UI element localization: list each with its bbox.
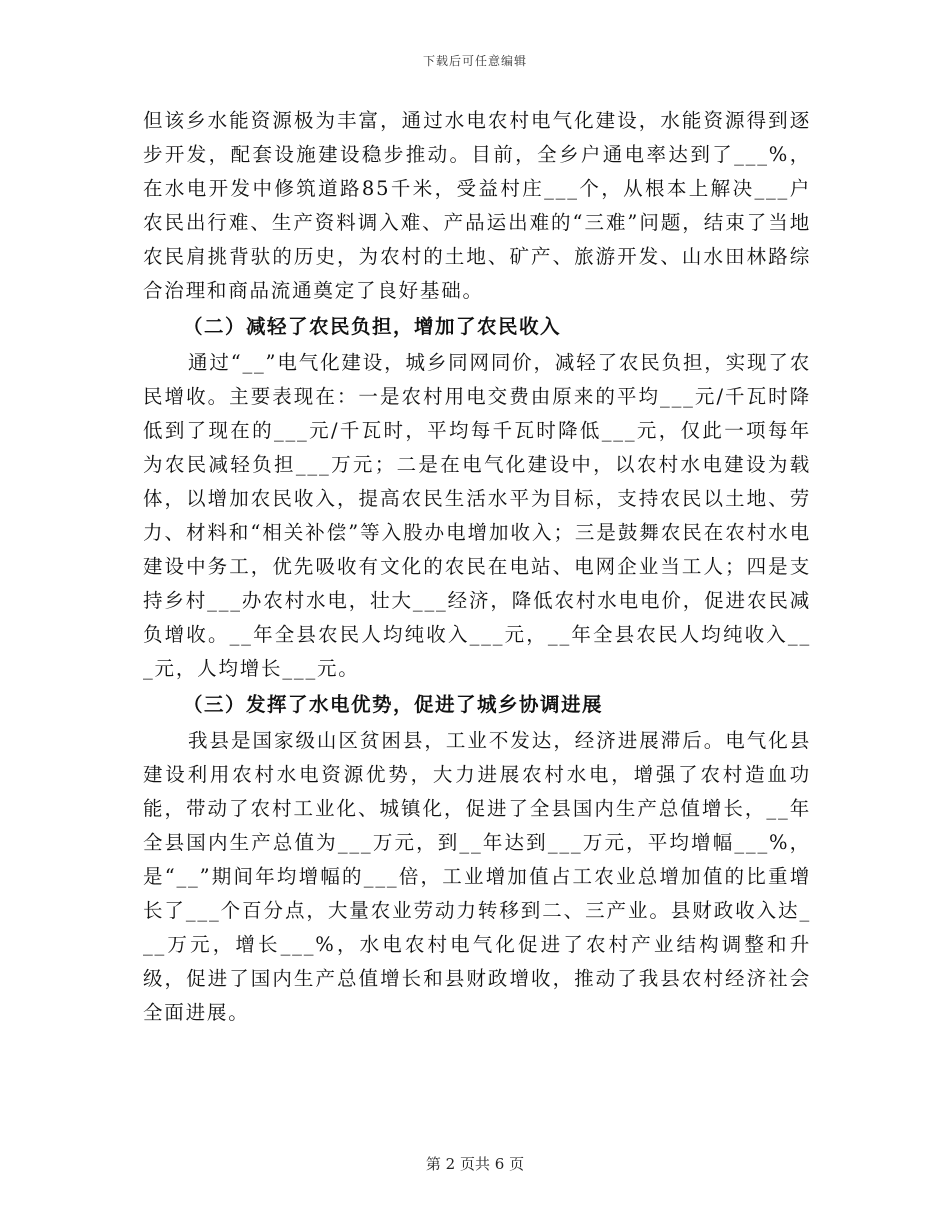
paragraph-farmer-burden: 通过“__”电气化建设，城乡同网同价，减轻了农民负担，实现了农民增收。主要表现在：一是农村用电交费由原来的平均___元/千瓦时降低到了现在的___元/千瓦时，平均每千瓦时降低___元，仅此一项每年为农民减轻负担___万元；二是在电气化建设中，以农村水电建设为载体，以增加农民收入，提高农民生活水平为目标，支持农民以土地、劳力、材料和“相关补偿”等入股办电增加收入；三是鼓舞农民在农村水电建设中务工，优先吸收有文化的农民在电站、电网企业当工人；四是支持乡村___办农村水电，壮大___经济，降低农村水电电价，促进农民减负增收。__年全县农民人均纯收入___元，__年全县农民人均纯收入___元，人均增长___元。 (143, 351, 811, 680)
page-header: 下载后可任意编辑 (422, 54, 527, 68)
document-body (143, 104, 811, 1030)
section-heading-3: （三）发挥了水电优势，促进了城乡协调进展 (183, 693, 604, 716)
page-footer: 第 2 页共 6 页 (425, 1155, 525, 1173)
paragraph-intro: 但该乡水能资源极为丰富，通过水电农村电气化建设，水能资源得到逐步开发，配套设施建设稳步推动。目前，全乡户通电率达到了___%，在水电开发中修筑道路85千米，受益村庄___个，从根本上解决___户农民出行难、生产资料调入难、产品运出难的“三难”问题，结束了当地农民肩挑背驮的历史，为农村的土地、矿产、旅游开发、山水田林路综合治理和商品流通奠定了良好基础。 (143, 109, 811, 302)
section-heading-2: （二）减轻了农民负担，增加了农民收入 (183, 315, 562, 338)
paragraph-hydropower-advantage: 我县是国家级山区贫困县，工业不发达，经济进展滞后。电气化县建设利用农村水电资源优势，大力进展农村水电，增强了农村造血功能，带动了农村工业化、城镇化，促进了全县国内生产总值增长，__年全县国内生产总值为___万元，到__年达到___万元，平均增幅___%，是“__”期间年均增幅的___倍，工业增加值占工农业总增加值的比重增长了___个百分点，大量农业劳动力转移到二、三产业。县财政收入达___万元，增长___%，水电农村电气化促进了农村产业结构调整和升级，促进了国内生产总值增长和县财政增收，推动了我县农村经济社会全面进展。 (143, 729, 811, 1024)
